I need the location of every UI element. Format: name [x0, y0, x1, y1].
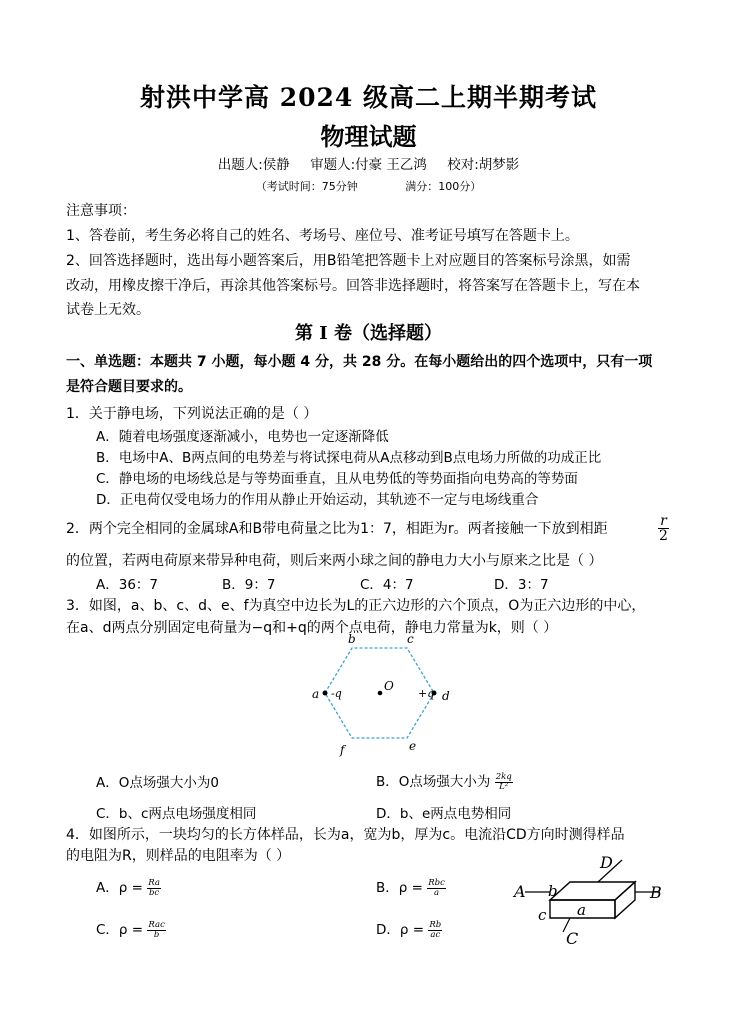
q2-fraction	[658, 514, 669, 543]
section-intro-line-1: 一、单选题：本题共 7 小题，每小题 4 分，共 28 分。在每小题给出的四个选项中，只有一项	[66, 354, 653, 370]
terminal-c-label: C	[566, 929, 579, 945]
note-2-line-2: 改动，用橡皮擦干净后，再涂其他答案标号。回答非选择题时，将答案写在答题卡上，写在本	[66, 278, 640, 294]
q3-option-d: D．b、e两点电势相同	[376, 806, 512, 822]
q4-a-num: Ra	[148, 877, 160, 888]
dim-a-label: a	[577, 901, 586, 919]
exam-staff	[0, 153, 737, 173]
q2-option-a: A．36：7	[96, 577, 159, 593]
cuboid-side	[615, 882, 635, 918]
notes-heading: 注意事项：	[66, 203, 136, 219]
vertex-d-label: d	[442, 689, 450, 703]
q4-c-text: C．ρ =	[96, 922, 144, 938]
center-o-label: O	[384, 679, 394, 693]
q3-option-b	[376, 770, 513, 792]
q2-frac-den: 2	[659, 528, 668, 544]
q3-option-b-fraction	[495, 773, 513, 792]
exam-score: 满分：100分）	[405, 180, 482, 193]
q3-option-a: A．O点场强大小为0	[96, 775, 219, 791]
q3-b-num: 2kq	[495, 771, 512, 782]
neg-charge-label: -q	[331, 687, 342, 700]
q3-option-b-text: B．O点场强大小为	[376, 774, 491, 790]
section-intro-line-2: 是符合题目要求的。	[66, 379, 192, 395]
vertex-a-label: a	[312, 687, 320, 701]
note-2-line-3: 试卷上无效。	[66, 302, 150, 318]
dim-c-label: c	[538, 906, 547, 924]
cuboid-top	[550, 882, 635, 900]
q4-d-num: Rb	[429, 919, 442, 930]
terminal-b-label: B	[650, 883, 662, 902]
dim-b-label: b	[548, 882, 558, 900]
q4-a-text: A．ρ =	[96, 880, 143, 896]
q1-option-d: D．正电荷仅受电场力的作用从静止开始运动，其轨迹不一定与电场线重合	[96, 492, 539, 508]
q2-option-b: B．9：7	[222, 577, 276, 593]
pos-charge-label: +q	[418, 687, 435, 700]
hexagon-diagram	[300, 630, 470, 760]
q4-d-den: ac	[430, 929, 441, 940]
q4-option-b	[376, 876, 446, 898]
q4-b-num: Rbc	[428, 877, 445, 888]
q4-c-den: b	[153, 929, 160, 940]
vertex-f-label: f	[340, 743, 345, 757]
q4-stem-line-2: 的电阻为R，则样品的电阻率为（ ）	[66, 848, 291, 864]
q2-stem-line-2: 的位置，若两电荷原来带异种电荷，则后来两小球之间的静电力大小与原来之比是（ ）	[66, 553, 603, 569]
terminal-a-label: A	[514, 882, 526, 901]
setter: 出题人:侯静	[217, 157, 290, 173]
q4-option-d	[376, 918, 442, 940]
vertex-b-label: b	[348, 632, 356, 646]
q4-b-den: a	[434, 887, 440, 898]
exam-title: 射洪中学高 2024 级高二上期半期考试	[140, 83, 597, 112]
exam-subtitle: 物理试题	[320, 122, 417, 151]
cuboid-diagram	[510, 850, 670, 945]
q3-stem-line-2: 在a、d两点分别固定电荷量为−q和+q的两个点电荷，静电力常量为k，则（ ）	[66, 620, 558, 636]
q2-stem-line-1: 2．两个完全相同的金属球A和B带电荷量之比为1：7，相距为r。两者接触一下放到相距	[66, 521, 608, 537]
q1-option-a: A．随着电场强度逐渐减小，电势也一定逐渐降低	[96, 429, 389, 445]
q3-option-c: C．b、c两点电场强度相同	[96, 806, 257, 822]
note-2-line-1: 2、回答选择题时，选出每小题答案后，用B铅笔把答题卡上对应题目的答案标号涂黑，如需	[66, 253, 631, 269]
q4-c-num: Rac	[148, 919, 165, 930]
q4-stem-line-1: 4．如图所示，一块均匀的长方体样品，长为a，宽为b，厚为c。电流沿CD方向时测得样品	[66, 827, 625, 843]
q4-b-text: B．ρ =	[376, 880, 423, 896]
terminal-d-label: D	[600, 853, 613, 872]
charge-neg-point	[323, 691, 328, 696]
center-point	[378, 691, 383, 696]
q2-frac-num: r	[658, 514, 669, 529]
reviewer: 审题人:付豪 王乙鸿	[310, 157, 427, 173]
exam-info	[0, 178, 737, 194]
q1-option-b: B．电场中A、B两点间的电势差与将试探电荷从A点移动到B点电场力所做的功成正比	[96, 450, 602, 466]
vertex-c-label: c	[407, 632, 414, 646]
q2-option-d: D．3：7	[494, 577, 549, 593]
proofreader: 校对:胡梦影	[447, 157, 520, 173]
q1-stem: 1．关于静电场，下列说法正确的是（ ）	[66, 406, 318, 422]
section-title: 第 I 卷（选择题）	[295, 323, 442, 344]
note-1: 1、答卷前，考生务必将自己的姓名、考场号、座位号、准考证号填写在答题卡上。	[66, 228, 579, 244]
vertex-e-label: e	[409, 739, 417, 753]
q2-option-c: C．4：7	[360, 577, 414, 593]
q4-option-a	[96, 876, 161, 898]
q1-option-c: C．静电场的电场线总是与等势面垂直，且从电势低的等势面指向电势高的等势面	[96, 471, 578, 487]
q4-d-text: D．ρ =	[376, 922, 425, 938]
q4-option-c	[96, 918, 166, 940]
q4-a-den: bc	[148, 887, 160, 898]
q3-stem-line-1: 3．如图，a、b、c、d、e、f为真空中边长为L的正六边形的六个顶点，O为正六边形的中心，	[66, 598, 646, 614]
exam-time: （考试时间：75分钟	[255, 180, 358, 193]
q3-b-den: L²	[499, 781, 509, 792]
